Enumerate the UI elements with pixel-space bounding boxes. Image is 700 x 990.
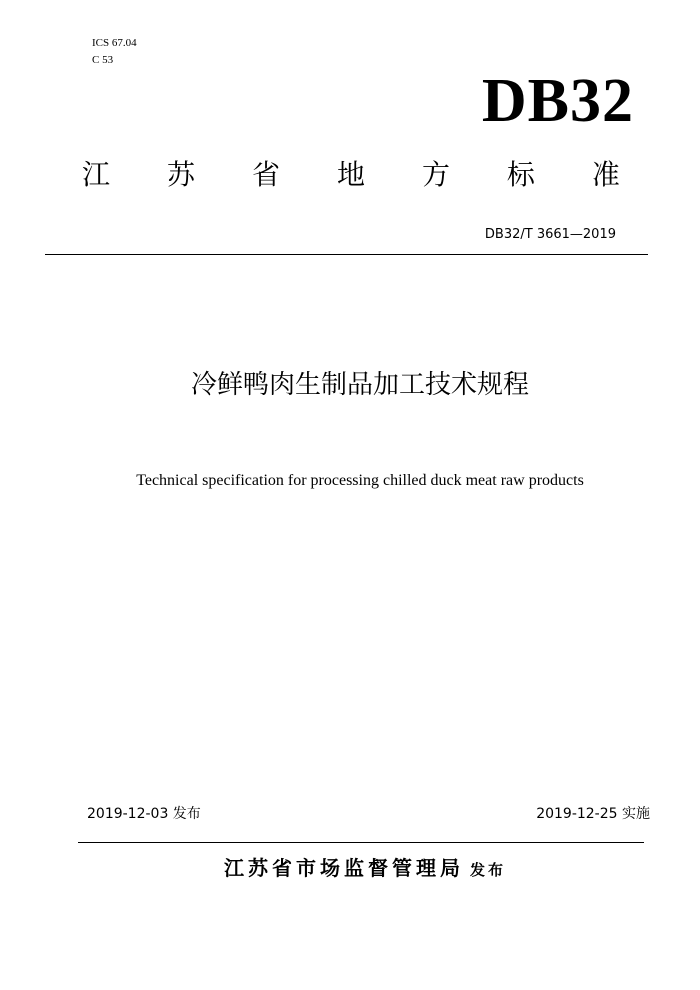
ics-code: ICS 67.04 bbox=[92, 37, 137, 49]
ccs-code: C 53 bbox=[92, 54, 114, 66]
issue-date: 2019-12-03 发布 bbox=[87, 806, 201, 822]
publisher-action: 发布 bbox=[469, 861, 506, 879]
standard-type-char: 地 bbox=[336, 158, 365, 191]
publisher-organization: 江苏省市场监督管理局 bbox=[223, 856, 464, 880]
standard-type-char: 方 bbox=[421, 158, 450, 191]
bottom-divider bbox=[78, 842, 644, 843]
publisher-line bbox=[0, 854, 700, 884]
standard-type-char: 标 bbox=[506, 158, 535, 191]
standard-type-char: 苏 bbox=[166, 158, 195, 191]
standard-type-char: 省 bbox=[251, 158, 280, 191]
effective-date: 2019-12-25 实施 bbox=[536, 806, 650, 822]
standard-type-heading bbox=[82, 155, 620, 195]
top-divider bbox=[45, 254, 648, 255]
standard-type-char: 江 bbox=[82, 158, 111, 191]
standard-type-char: 准 bbox=[591, 158, 620, 191]
standard-number: DB32/T 3661—2019 bbox=[484, 227, 616, 242]
standard-code-logo: DB32 bbox=[481, 67, 634, 135]
document-title-chinese: 冷鲜鸭肉生制品加工技术规程 bbox=[190, 370, 529, 400]
document-title-english: Technical specification for processing chilled duck meat raw products bbox=[136, 472, 584, 489]
